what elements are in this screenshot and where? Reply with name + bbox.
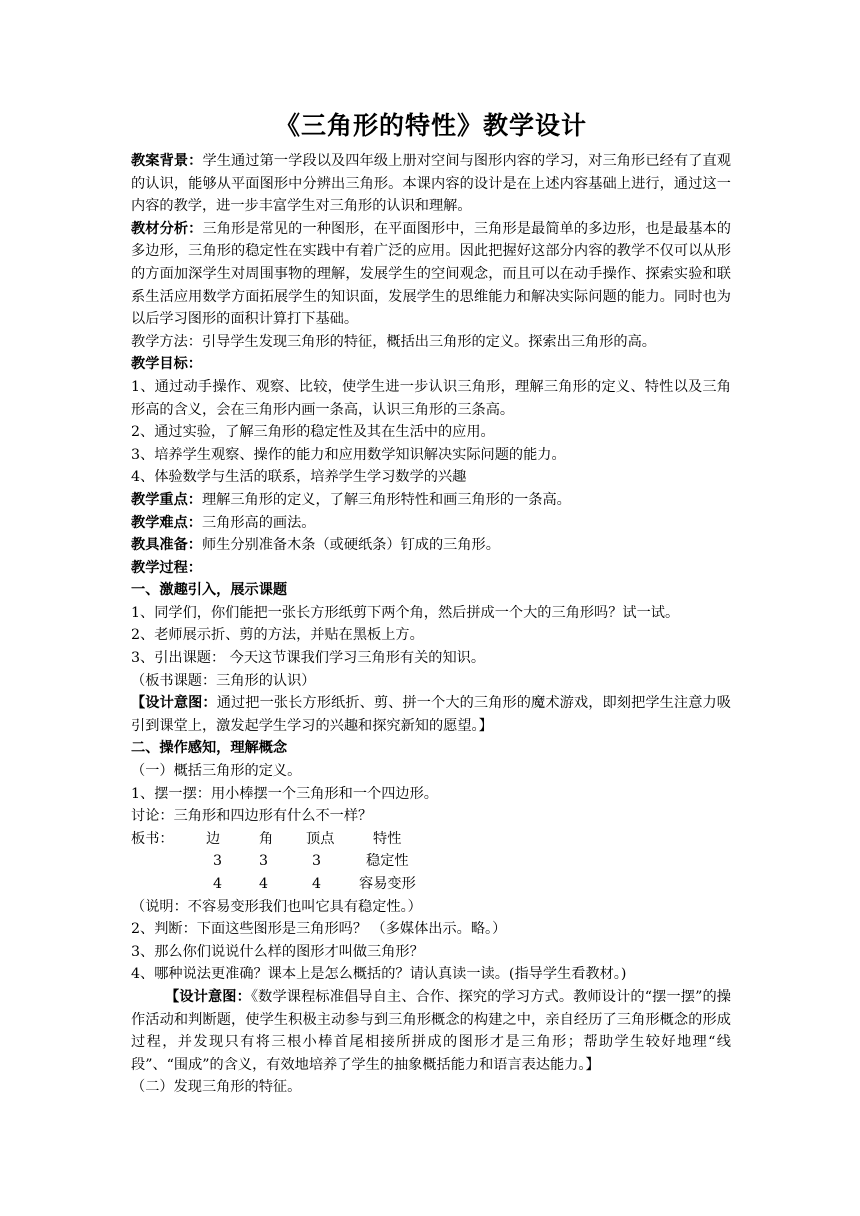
section1-intent-text: 通过把一张长方形纸折、剪、拼一个大的三角形的魔术游戏，即刻把学生注意力吸引到课堂上，激发起学生学习的兴趣和探究新知的愿望。】 (131, 695, 731, 734)
document-page (131, 108, 731, 1099)
analysis-text: 三角形是常见的一种图形，在平面图形中，三角形是最简单的多边形，也是最基本的多边形，三角形的稳定性在实践中有着广泛的应用。因此把握好这部分内容的教学不仅可以从形的方面加深学生对周围事物的理解，发展学生的空间观念，而且可以在动手操作、探索实验和联系生活应用数学方面拓展学生的知识面，发展学生的思维能力和解决实际问题的能力。同时也为以后学习图形的面积计算打下基础。 (131, 220, 731, 328)
section1-item: 3、引出课题： 今天这节课我们学习三角形有关的知识。 (131, 650, 486, 667)
section2-heading: 二、操作感知，理解概念 (131, 740, 288, 757)
section2-intent (131, 986, 731, 1076)
section2-intent-text: 《数学课程标准倡导自主、合作、探究的学习方式。教师设计的“摆一摆”的操作活动和判断题，使学生积极主动参与到三角形概念的构建之中，亲自经历了三角形概念的形成过程，并发现只有将三根小棒首尾相接所拼成的图形才是三角形；帮助学生较好地理“线段”、“围成”的含义，有效地培养了学生的抽象概括能力和语言表达能力。】 (131, 988, 731, 1073)
section1-item: 2、老师展示折、剪的方法，并贴在黑板上方。 (131, 627, 424, 644)
process-label: 教学过程： (131, 559, 202, 576)
difficulty-label: 教学难点： (131, 514, 202, 531)
materials-label: 教具准备： (131, 537, 202, 554)
board-table (131, 828, 731, 896)
section2-item3: 3、那么你们说说什么样的图形才叫做三角形？ (131, 943, 424, 960)
materials-text: 师生分别准备木条（或硬纸条）钉成的三角形。 (201, 537, 500, 554)
difficulty-paragraph (131, 512, 731, 535)
goal-item: 4、体验数学与生活的联系，培养学生学习数学的兴趣 (131, 469, 467, 486)
board-cell: 稳定性 (366, 853, 409, 870)
section2-item4: 4、哪种说法更准确？课本上是怎么概括的？请认真读一读。(指导学生看教材。) (131, 966, 627, 983)
section2-sub2: （二）发现三角形的特征。 (131, 1079, 302, 1096)
difficulty-text: 三角形高的画法。 (201, 514, 316, 531)
goals-label: 教学目标： (131, 356, 202, 373)
key-point-paragraph (131, 489, 731, 512)
board-header-edge: 边 (206, 830, 221, 847)
method-paragraph: 教学方法：引导学生发现三角形的特征，概括出三角形的定义。探索出三角形的高。 (131, 333, 656, 350)
analysis-paragraph (131, 218, 731, 331)
document-title: 《三角形的特性》教学设计 (274, 111, 587, 140)
section1-item: 1、同学们，你们能把一张长方形纸剪下两个角，然后拼成一个大的三角形吗？试一试。 (131, 604, 680, 621)
section2-item2: 2、判断：下面这些图形是三角形吗？ （多媒体出示。略。） (131, 921, 507, 938)
board-cell: 3 (259, 853, 269, 870)
background-paragraph (131, 150, 731, 218)
key-point-label: 教学重点： (131, 491, 202, 508)
section2-intent-label: 【设计意图： (165, 988, 251, 1005)
board-label: 板书： (131, 830, 174, 847)
analysis-label: 教材分析： (131, 220, 203, 237)
section1-item: （板书课题：三角形的认识） (131, 672, 316, 689)
board-header-vertex: 顶点 (306, 830, 335, 847)
section1-intent (131, 692, 731, 737)
section1-heading: 一、激趣引入，展示课题 (131, 582, 288, 599)
key-point-text: 理解三角形的定义，了解三角形特性和画三角形的一条高。 (201, 491, 571, 508)
board-cell: 4 (312, 876, 322, 892)
board-cell: 3 (213, 853, 223, 870)
board-cell: 4 (259, 876, 269, 892)
background-text: 学生通过第一学段以及四年级上册对空间与图形内容的学习，对三角形已经有了直观的认识，能够从平面图形中分辨出三角形。本课内容的设计是在上述内容基础上进行，通过这一内容的教学，进一步丰富学生对三角形的认识和理解。 (131, 153, 731, 215)
section1-intent-label: 【设计意图： (131, 695, 217, 712)
section2-note: （说明：不容易变形我们也叫它具有稳定性。） (131, 898, 422, 915)
section2-item1: 1、摆一摆：用小棒摆一个三角形和一个四边形。 (131, 785, 438, 802)
board-header-angle: 角 (259, 830, 274, 847)
section2-sub1: （一）概括三角形的定义。 (131, 763, 302, 780)
background-label: 教案背景： (131, 153, 203, 169)
board-cell: 4 (213, 876, 223, 892)
board-header-property: 特性 (373, 830, 402, 847)
materials-paragraph (131, 534, 731, 557)
section2-discuss: 讨论：三角形和四边形有什么不一样？ (131, 808, 373, 825)
board-cell: 3 (312, 853, 322, 870)
goal-item: 1、通过动手操作、观察、比较，使学生进一步认识三角形，理解三角形的定义、特性以及三角形高的含义，会在三角形内画一条高，认识三角形的三条高。 (131, 378, 731, 418)
goal-item: 3、培养学生观察、操作的能力和应用数学知识解决实际问题的能力。 (131, 446, 566, 463)
board-cell: 容易变形 (359, 876, 416, 892)
goal-item: 2、通过实验，了解三角形的稳定性及其在生活中的应用。 (131, 424, 495, 441)
